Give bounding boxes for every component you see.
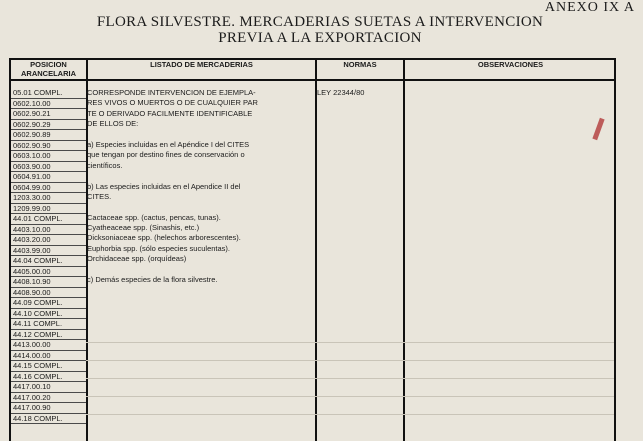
col-header-normas: NORMAS <box>343 60 377 69</box>
table-row-position: 4417.00.10 <box>11 382 86 393</box>
listado-line: b) Las especies incluidas en el Apendice II del <box>87 181 241 191</box>
column-divider <box>403 60 405 441</box>
listado-line <box>87 202 315 212</box>
faint-rule <box>86 378 614 379</box>
table-row-position: 44.12 COMPL. <box>11 330 86 341</box>
document-subtitle: PREVIA A LA EXPORTACION <box>218 30 422 46</box>
table-row-position: 44.10 COMPL. <box>11 309 86 320</box>
listado-line: a) Especies incluidas en el Apéndice I del CITES <box>87 139 250 149</box>
table-row-position: 4405.00.00 <box>11 267 86 278</box>
listado-line: CORRESPONDE INTERVENCION DE EJEMPLA- <box>87 88 256 97</box>
listado-line <box>87 265 315 275</box>
table-row-position: 4417.00.90 <box>11 403 86 414</box>
column-divider <box>315 60 317 441</box>
listado-line: Dicksoniaceae spp. (helechos arborescentes). <box>87 233 241 243</box>
col-header-posicion-line1: POSICION <box>30 60 67 69</box>
table-row-position: 1209.99.00 <box>11 204 86 215</box>
listado-line: CITES. <box>87 191 112 201</box>
table-row-position: 0604.99.00 <box>11 183 86 194</box>
listado-line <box>87 130 315 140</box>
table-row-position: 4408.10.90 <box>11 277 86 288</box>
listado-line: científicos. <box>87 160 123 170</box>
merchandise-table <box>9 58 616 441</box>
norma-value: LEY 22344/80 <box>317 88 365 97</box>
faint-rule <box>86 414 614 415</box>
col-header-posicion <box>11 60 86 79</box>
faint-rule <box>86 342 614 343</box>
col-header-posicion-line2: ARANCELARIA <box>21 69 76 78</box>
listado-line: TE O DERIVADO FACILMENTE IDENTIFICABLE <box>87 108 253 118</box>
table-row-position: 4403.20.00 <box>11 235 86 246</box>
listado-line: DE ELLOS DE: <box>87 119 139 129</box>
table-row-position: 0603.10.00 <box>11 151 86 162</box>
table-row-position: 44.18 COMPL. <box>11 414 86 425</box>
annex-label: ANEXO IX A <box>544 0 635 15</box>
table-row-position: 44.04 COMPL. <box>11 256 86 267</box>
listado-text <box>87 88 315 285</box>
table-row-position: 4413.00.00 <box>11 340 86 351</box>
table-row-position: 44.11 COMPL. <box>11 319 86 330</box>
table-row-position: 05.01 COMPL. <box>11 88 86 99</box>
table-row-position: 0602.90.29 <box>11 120 86 131</box>
listado-line: Euphorbia spp. (sólo especies suculentas). <box>87 243 230 253</box>
listado-line: Cyatheaceae spp. (Sinashis, etc.) <box>87 223 200 233</box>
listado-line: RES VIVOS O MUERTOS O DE CUALQUIER PAR <box>87 98 258 108</box>
table-row-position: 4408.90.00 <box>11 288 86 299</box>
table-row-position: 0604.91.00 <box>11 172 86 183</box>
listado-line: que tengan por destino fines de conservación o <box>87 150 245 160</box>
listado-line: Orchidaceae spp. (orquídeas) <box>87 254 187 264</box>
header-divider <box>11 79 614 81</box>
table-row-position: 4403.99.00 <box>11 246 86 257</box>
table-row-position: 0602.90.90 <box>11 141 86 152</box>
table-row-position: 4403.10.00 <box>11 225 86 236</box>
listado-line <box>87 171 315 181</box>
listado-line: c) Demás especies de la flora silvestre. <box>87 275 218 285</box>
col-header-observaciones: OBSERVACIONES <box>477 60 544 69</box>
table-row-position: 44.01 COMPL. <box>11 214 86 225</box>
table-row-position: 0602.10.00 <box>11 99 86 110</box>
col-header-listado: LISTADO DE MERCADERIAS <box>150 60 253 69</box>
document-title: FLORA SILVESTRE. MERCADERIAS SUETAS A INTERVENCION <box>96 14 544 30</box>
table-row-position: 44.09 COMPL. <box>11 298 86 309</box>
faint-rule <box>86 360 614 361</box>
table-row-position: 0602.90.89 <box>11 130 86 141</box>
listado-line: Cactaceae spp. (cactus, pencas, tunas). <box>87 212 221 222</box>
table-row-position: 1203.30.00 <box>11 193 86 204</box>
table-row-position: 44.16 COMPL. <box>11 372 86 383</box>
faint-rule <box>86 396 614 397</box>
table-row-position: 0603.90.00 <box>11 162 86 173</box>
table-row-position: 4417.00.20 <box>11 393 86 404</box>
table-row-position: 44.15 COMPL. <box>11 361 86 372</box>
table-row-position: 0602.90.21 <box>11 109 86 120</box>
table-row-position: 4414.00.00 <box>11 351 86 362</box>
position-list <box>11 88 86 424</box>
